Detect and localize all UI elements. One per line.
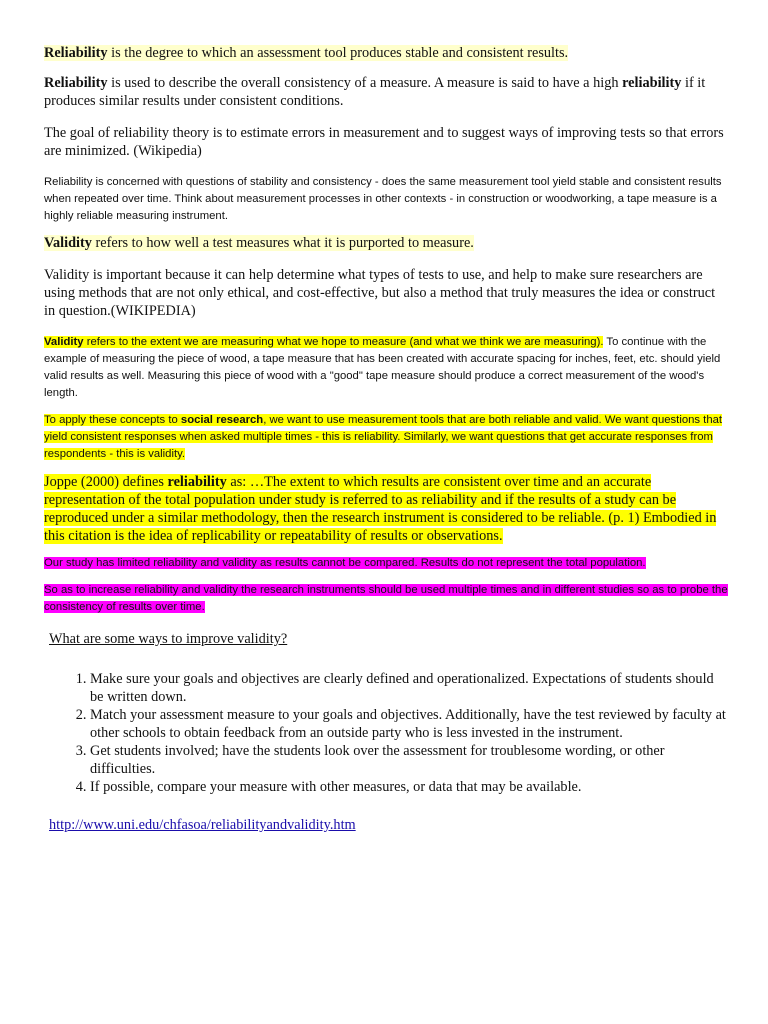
reliability-theory-paragraph: The goal of reliability theory is to estimate errors in measurement and to suggest ways of improving tests so that errors are minimized. (Wikipedia) <box>44 125 724 159</box>
source-link[interactable]: http://www.uni.edu/chfasoa/reliabilityandvalidity.htm <box>49 817 356 833</box>
reliability-definition <box>44 44 728 62</box>
validity-extent-paragraph <box>44 334 728 402</box>
highlight-pale <box>44 235 474 251</box>
paragraph-text: if it produces similar results under consistent conditions. <box>44 75 706 109</box>
reliability-consistency-paragraph <box>44 74 728 110</box>
term-reliability: Reliability <box>44 75 108 91</box>
validity-definition <box>44 234 728 252</box>
term-validity: Validity <box>44 336 84 348</box>
highlighted-text: refers to the extent we are measuring what we hope to measure (and what we think we are measuring). <box>83 336 604 348</box>
highlight-yellow <box>44 414 722 460</box>
joppe-citation-paragraph <box>44 473 728 545</box>
highlight-yellow <box>44 336 603 348</box>
list-item: 1. Make sure your goals and objectives are clearly defined and operationalized. Expectations of students should be written down. <box>90 670 728 706</box>
term-social-research: social research <box>180 414 264 426</box>
study-limitation-paragraph <box>44 555 728 572</box>
source-link-paragraph <box>44 816 728 834</box>
paragraph-text: as: …The extent to which results are consistent over time and an accurate representation of the total population under study is referred to as reliability and if the results of a study can be reproduced under a similar methodology, then the research instrument is considered to be reliable. (p. 1) Embodied in this citation is the idea of replicability or repeatability of results or observations. <box>44 474 717 544</box>
highlight-magenta: Our study has limited reliability and validity as results cannot be compared. Results do not represent the total population. <box>44 557 646 569</box>
paragraph-text: To apply these concepts to <box>44 414 181 426</box>
term-validity: Validity <box>44 235 92 251</box>
social-research-paragraph <box>44 412 728 463</box>
improve-validity-list <box>44 670 728 796</box>
increase-reliability-paragraph <box>44 582 728 616</box>
paragraph-text: is used to describe the overall consistency of a measure. A measure is said to have a high <box>107 75 623 91</box>
definition-text: is the degree to which an assessment tool produces stable and consistent results. <box>107 45 569 61</box>
list-item: 4. If possible, compare your measure with other measures, or data that may be available. <box>90 778 728 796</box>
improve-validity-heading <box>44 630 728 648</box>
highlight-yellow <box>44 474 716 544</box>
reliability-stability-paragraph: Reliability is concerned with questions of stability and consistency - does the same measurement tool yield stable and consistent results when repeated over time. Think about measurement processes in other contexts - in construction or woodworking, a tape measure is a highly reliable measuring instrument. <box>44 176 722 222</box>
list-item: 3. Get students involved; have the students look over the assessment for troublesome wording, or other difficulties. <box>90 742 728 778</box>
term-reliability: reliability <box>622 75 682 91</box>
highlight-magenta: So as to increase reliability and validity the research instruments should be used multiple times and in different studies so as to probe the consistency of results over time. <box>44 584 728 613</box>
document-page <box>44 44 728 834</box>
term-reliability: reliability <box>167 474 227 490</box>
term-reliability: Reliability <box>44 45 108 61</box>
paragraph-text: Joppe (2000) defines <box>44 474 168 490</box>
highlight-pale <box>44 45 568 61</box>
definition-text: refers to how well a test measures what it is purported to measure. <box>91 235 474 251</box>
paragraph-text: To continue with the example of measuring the piece of wood, a tape measure that has been created with accurate spacing for inches, feet, etc. should yield valid results as well. Measuring this piece of wood with a "good" tape measure should produce a correct measurement of the wood's length. <box>44 336 721 399</box>
paragraph-text: , we want to use measurement tools that are both reliable and valid. We want questions that yield consistent responses when asked multiple times - this is reliability. Similarly, we want questions that get accurate responses from respondents - this is validity. <box>44 414 723 460</box>
list-item: 2. Match your assessment measure to your goals and objectives. Additionally, have the test reviewed by faculty at other schools to obtain feedback from an outside party who is less invested in the instrument. <box>90 706 728 742</box>
validity-importance-paragraph: Validity is important because it can help determine what types of tests to use, and help to make sure researchers are using methods that are not only ethical, and cost-effective, but also a method that truly measures the idea or construct in question.(WIKIPEDIA) <box>44 267 716 319</box>
heading-text: What are some ways to improve validity? <box>49 631 288 647</box>
